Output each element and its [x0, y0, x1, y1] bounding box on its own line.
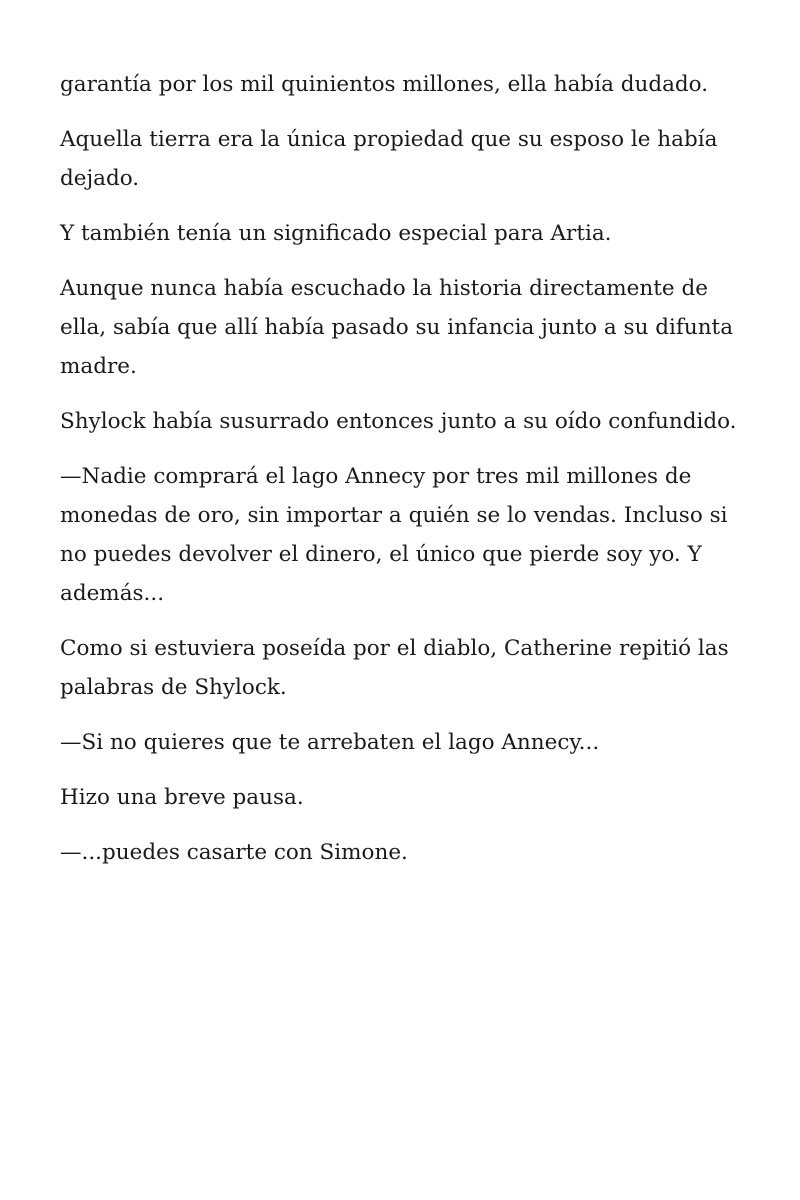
paragraph: —Si no quieres que te arrebaten el lago Annecy...: [60, 730, 600, 755]
paragraph: —Nadie comprará el lago Annecy por tres mil millones de monedas de oro, sin importar a quién se lo vendas. Incluso si no puedes devolver el dinero, el único que pierde soy yo. Y además...: [60, 464, 728, 606]
paragraph: Y también tenía un significado especial para Artia.: [60, 221, 612, 246]
paragraph: Shylock había susurrado entonces junto a su oído confundido.: [60, 409, 737, 434]
paragraph: garantía por los mil quinientos millones, ella había dudado.: [60, 72, 709, 97]
paragraph: Hizo una breve pausa.: [60, 785, 304, 810]
document-page: [60, 65, 740, 888]
paragraph: Aquella tierra era la única propiedad que su esposo le había dejado.: [60, 127, 718, 191]
paragraph: —...puedes casarte con Simone.: [60, 840, 408, 865]
paragraph: Aunque nunca había escuchado la historia directamente de ella, sabía que allí había pasado su infancia junto a su difunta madre.: [60, 276, 734, 379]
paragraph: Como si estuviera poseída por el diablo, Catherine repitió las palabras de Shylock.: [60, 636, 729, 700]
